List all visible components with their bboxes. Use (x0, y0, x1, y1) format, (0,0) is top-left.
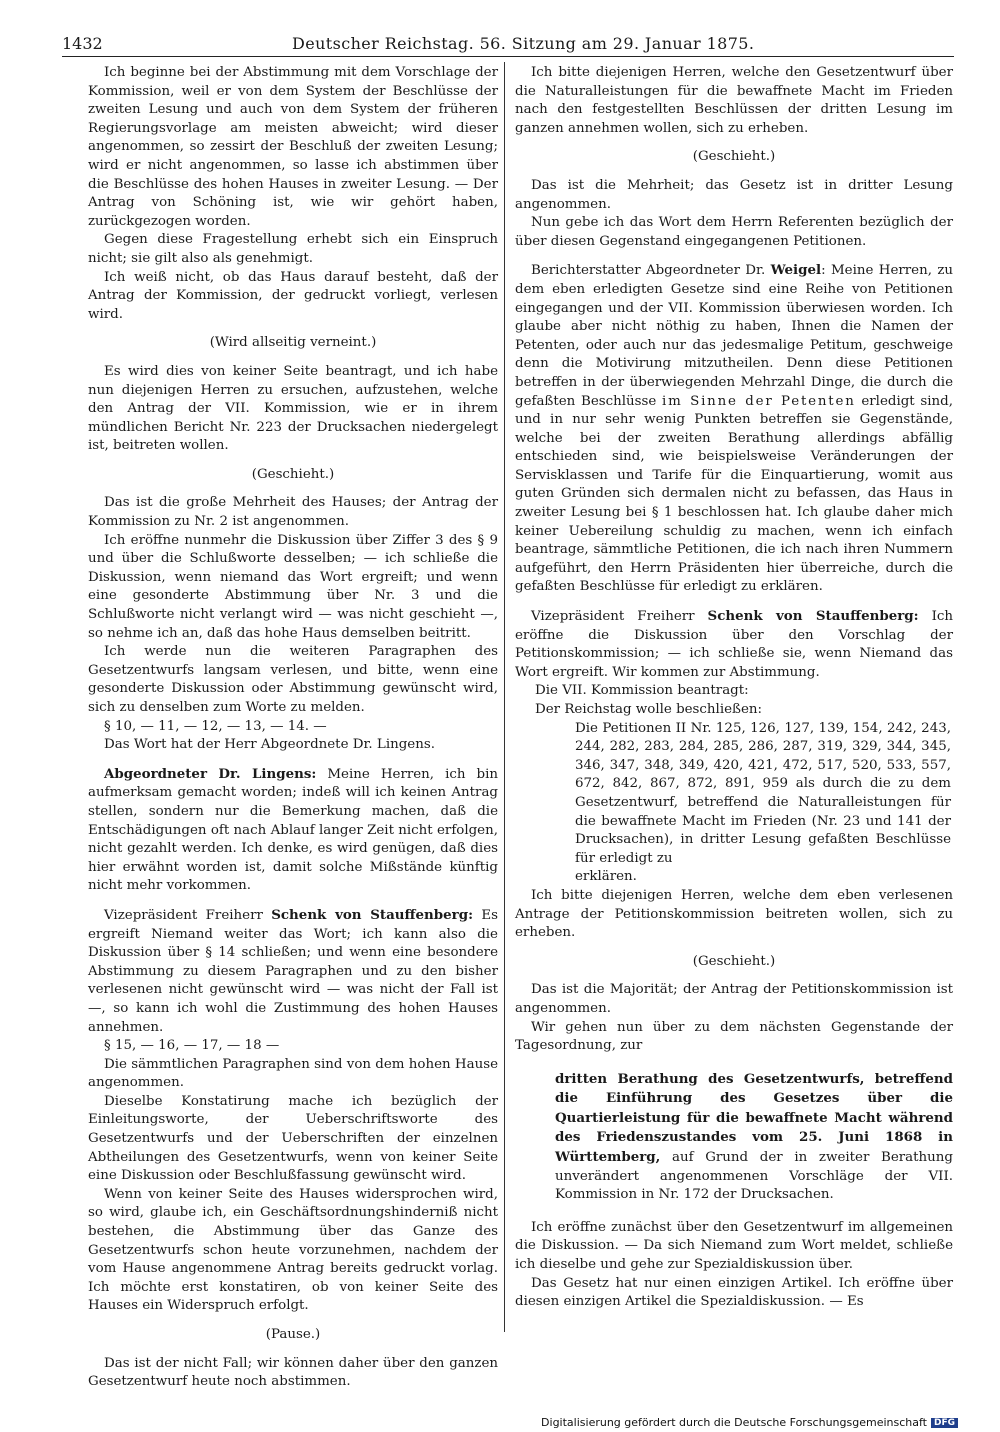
speech-text: Ich eröffne die Diskussion über den Vorschlag der Petitionskommission; — ich schließe sie, wenn Niemand das Wort ergreift. Wir kommen zur Abstimmung. (515, 609, 954, 680)
paragraph: § 15, — 16, — 17, — 18 — (104, 1038, 280, 1054)
paragraph: § 10, — 11, — 12, — 13, — 14. — (104, 718, 327, 734)
left-column (88, 64, 498, 1392)
column-divider (504, 62, 505, 1332)
agenda-text: auf Grund der in zweiter Berathung unverändert angenommenen Vorschläge der VII. Kommission in Nr. 172 der Drucksachen. (555, 1150, 953, 1203)
paragraph: Ich bitte diejenigen Herren, welche dem eben verlesenen Antrage der Petitionskommission beitreten wollen, sich zu erheben. (515, 887, 953, 941)
petition-list-end: erklären. (575, 869, 637, 885)
speaker-name: Schenk von Stauffenberg: (271, 906, 474, 923)
speech-stauffenberg (515, 607, 953, 682)
paragraph: Dieselbe Konstatirung mache ich bezüglich der Einleitungsworte, der Ueberschriftsworte des Gesetzentwurfs und der Ueberschriften der einzelnen Abtheilungen des Gesetzentwurfs, wenn von keiner Seite eine Diskussion oder Beschlußfassung gewünscht wird. (88, 1093, 498, 1184)
paragraph: Wenn von keiner Seite des Hauses widersprochen wird, so wird, glaube ich, ein Geschäftsordnungshinderniß nicht bestehen, die Abstimmung über das Ganze des Gesetzentwurfs schon heute vorzunehmen, nachdem der vom Hause angenommene Antrag bereits gedruckt vorlag. Ich möchte erst konstatiren, ob von keiner Seite des Hauses ein Widerspruch erfolgt. (88, 1186, 498, 1314)
motion-line: Der Reichstag wolle beschließen: (535, 702, 763, 717)
speech-weigel (515, 261, 953, 597)
right-column (515, 64, 953, 1312)
paragraph: Die sämmtlichen Paragraphen sind von dem hohen Hause angenommen. (88, 1056, 498, 1091)
stage-direction: (Wird allseitig verneint.) (209, 335, 377, 351)
paragraph: Das ist die große Mehrheit des Hauses; der Antrag der Kommission zu Nr. 2 ist angenommen. (88, 495, 498, 530)
speech-text: erledigt sind, und in nur sehr wenig Punkten betreffen sie Gegenstände, welche bei der zweiten Berathung allerdings abfällig entschieden sind, wie beispielsweise Veränderungen der Servisklassen und Tarife für die Einquartierung, womit aus guten Gründen sich dermalen nicht zu befassen, das Haus in zweiter Lesung bei § 1 beschlossen hat. Ich glaube daher mich keiner Uebereilung schuldig zu machen, wenn ich einfach beantrage, sämmtliche Petitionen, die ich nach ihren Nummern aufgeführt, den Herrn Präsidenten hier überreiche, durch die gefaßten Beschlüsse für erledigt zu erklären. (515, 393, 953, 595)
page-number: 1432 (62, 34, 103, 53)
stage-direction: (Geschieht.) (692, 953, 776, 969)
credit-text: Digitalisierung gefördert durch die Deutsche Forschungsgemeinschaft (541, 1416, 927, 1429)
page-header (62, 30, 954, 57)
dfg-logo: DFG (931, 1418, 958, 1428)
paragraph: Ich eröffne zunächst über den Gesetzentwurf im allgemeinen die Diskussion. — Da sich Niemand zum Wort meldet, schließe ich dieselbe und gehe zur Spezialdiskussion über. (515, 1219, 953, 1273)
speaker-title: Berichterstatter Abgeordneter Dr. (531, 263, 771, 279)
paragraph: Das ist der nicht Fall; wir können daher über den ganzen Gesetzentwurf heute noch abstimmen. (88, 1355, 498, 1390)
paragraph: Das ist die Majorität; der Antrag der Petitionskommission ist angenommen. (515, 982, 953, 1016)
speaker-name: Abgeordneter Dr. Lingens: (104, 765, 317, 782)
emphasis-text: im Sinne der Petenten (662, 393, 856, 409)
digitization-credit (541, 1416, 958, 1429)
speech-text: : Meine Herren, zu dem eben erledigten Gesetze sind eine Reihe von Petitionen eingegangen und der VII. Kommission überwiesen worden. Ich glaube aber nicht nöthig zu haben, Ihnen die Namen der Petenten, oder auch nur das jedesmalige Petitum, geschweige denn die Motivirung mitzutheilen. Denn diese Petitionen betreffen in der überwiegenden Mehrzahl Dinge, die durch die gefaßten Beschlüsse (515, 263, 953, 409)
paragraph: Ich beginne bei der Abstimmung mit dem Vorschlage der Kommission, weil er von dem System der Beschlüsse der zweiten Lesung und auch von dem System der früheren Regierungsvorlage am meisten abweicht; wird dieser angenommen, so zessirt der Beschluß der zweiten Lesung; wird er nicht angenommen, so lasse ich abstimmen über die Beschlüsse des hohen Hauses in zweiter Lesung. — Der Antrag von Schöning ist, wie wir gehört haben, zurückgezogen worden. (88, 65, 498, 229)
agenda-title: dritten Berathung des Gesetzentwurfs, betreffend die Einführung des Gesetzes über die Quartierleistung für die bewaffnete Macht während des Friedenszustandes vom 25. Juni 1868 in Württemberg, (555, 1070, 953, 1166)
speech-stauffenberg (88, 906, 498, 1037)
speaker-name: Schenk von Stauffenberg: (707, 608, 919, 625)
stage-direction: (Geschieht.) (692, 149, 776, 165)
paragraph: Gegen diese Fragestellung erhebt sich ein Einspruch nicht; sie gilt also als genehmigt. (88, 232, 498, 266)
paragraph: Nun gebe ich das Wort dem Herrn Referenten bezüglich der über diesen Gegenstand eingegangenen Petitionen. (515, 215, 953, 249)
agenda-item (555, 1070, 953, 1205)
speaker-name: Weigel (770, 262, 822, 279)
paragraph: Ich bitte diejenigen Herren, welche den Gesetzentwurf über die Naturalleistungen für die bewaffnete Macht im Frieden nach den festgestellten Beschlüssen der dritten Lesung im ganzen annehmen wollen, sich zu erheben. (515, 65, 953, 136)
speaker-title: Vizepräsident Freiherr (531, 609, 708, 625)
paragraph: Wir gehen nun über zu dem nächsten Gegenstande der Tagesordnung, zur (515, 1019, 953, 1054)
paragraph: Das ist die Mehrheit; das Gesetz ist in dritter Lesung angenommen. (515, 177, 953, 212)
running-head: Deutscher Reichstag. 56. Sitzung am 29. Januar 1875. (292, 34, 755, 53)
paragraph: Ich eröffne nunmehr die Diskussion über Ziffer 3 des § 9 und über die Schlußworte desselben; — ich schließe die Diskussion, wenn niemand das Wort ergreift; und wenn eine gesonderte Abstimmung über Nr. 3 und die Schlußworte nicht verlangt wird — was nicht geschieht —, so nehme ich an, daß das hohe Haus demselben beitritt. (88, 532, 498, 641)
paragraph: Das Wort hat der Herr Abgeordnete Dr. Lingens. (104, 737, 435, 753)
stage-direction: (Geschieht.) (251, 466, 335, 482)
stage-direction: (Pause.) (265, 1327, 321, 1342)
paragraph: Ich weiß nicht, ob das Haus darauf besteht, daß der Antrag der Kommission, der gedruckt vorliegt, verlesen wird. (88, 269, 498, 322)
paragraph: Das Gesetz hat nur einen einzigen Artikel. Ich eröffne über diesen einzigen Artikel die Spezialdiskussion. — Es (515, 1275, 953, 1310)
speech-text: Meine Herren, ich bin aufmerksam gemacht worden; indeß will ich keinen Antrag stellen, sondern nur die Bemerkung machen, daß die Entschädigungen oft nach Ablauf langer Zeit nicht erfolgen, nicht gezahlt werden. Ich denke, es wird genügen, daß dies hier erwähnt worden ist, damit solche Mißstände künftig nicht mehr vorkommen. (88, 766, 498, 894)
motion-line: Die VII. Kommission beantragt: (535, 683, 749, 699)
paragraph: Es wird dies von keiner Seite beantragt, und ich habe nun diejenigen Herren zu ersuchen, aufzustehen, welche den Antrag der VII. Kommission, wie er in ihrem mündlichen Bericht Nr. 223 der Drucksachen niedergelegt ist, beitreten wollen. (88, 363, 498, 454)
petition-list: Die Petitionen II Nr. 125, 126, 127, 139, 154, 242, 243, 244, 282, 283, 284, 285, 286, 287, 319, 329, 344, 345, 346, 347, 348, 349, 420, 421, 472, 517, 520, 533, 557, 672, 842, 867, 872, 891, 959 als durch die zu dem Gesetzentwurf, betreffend die Naturalleistungen für die bewaffnete Macht im Frieden (Nr. 23 und 141 der Drucksachen), in dritter Lesung gefaßten Beschlüsse für erledigt zu (575, 720, 951, 866)
speaker-title: Vizepräsident Freiherr (104, 907, 272, 923)
paragraph: Ich werde nun die weiteren Paragraphen des Gesetzentwurfs langsam verlesen, und bitte, wenn eine gesonderte Diskussion oder Abstimmung gewünscht wird, sich zu denselben zum Worte zu melden. (88, 644, 498, 715)
speech-lingens (88, 765, 498, 896)
speech-text: Es ergreift Niemand weiter das Wort; ich kann also die Diskussion über § 14 schließen; und wenn eine besondere Abstimmung zu diesem Paragraphen und zu den bisher verlesenen nicht gewünscht wird — was nicht der Fall ist —, so kann ich wohl die Zustimmung des hohen Hauses annehmen. (88, 907, 498, 1035)
